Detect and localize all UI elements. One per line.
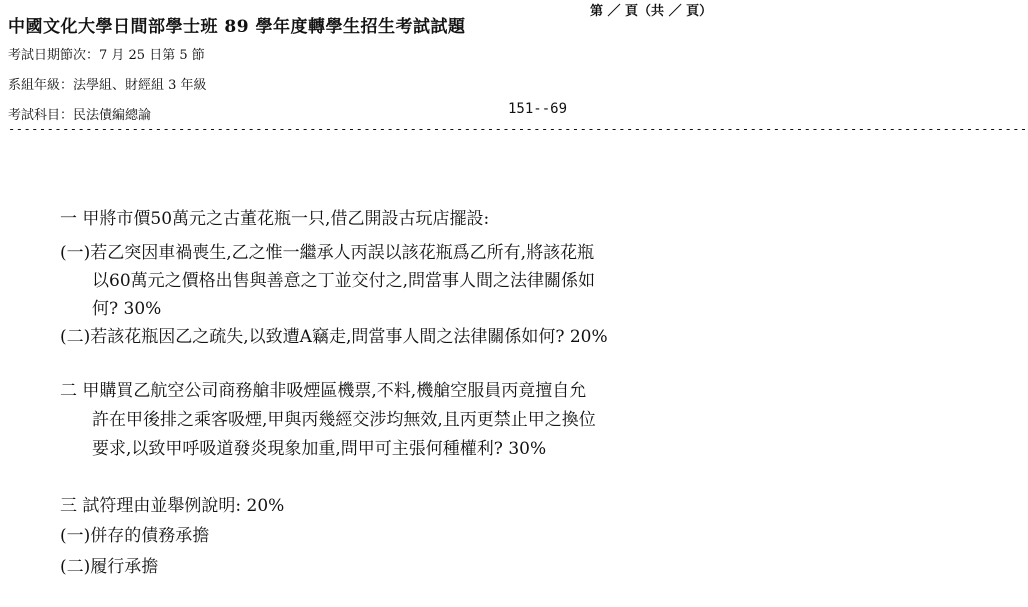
- page-indicator: 第 ／ 頁（共 ／ 頁）: [590, 4, 713, 19]
- divider-line: ------------------------------------------------------------------------------------------------------------------------------------: [8, 122, 1028, 136]
- question-3-item-1: (一)併存的債務承擔: [60, 526, 210, 546]
- question-1-1-line-3: 何? 30%: [92, 299, 162, 319]
- question-2-line-2: 許在甲後排之乘客吸煙,甲與丙幾經交涉均無效,且丙更禁止甲之換位: [92, 410, 596, 430]
- question-2-line-1: 二 甲購買乙航空公司商務艙非吸煙區機票,不料,機艙空服員丙竟擅自允: [60, 381, 587, 401]
- question-3-item-2: (二)履行承擔: [60, 557, 159, 577]
- question-1-1-line-1: (一)若乙突因車禍喪生,乙之惟一繼承人丙誤以該花瓶爲乙所有,將該花瓶: [60, 243, 595, 263]
- exam-date: 考試日期節次：7 月 25 日第 5 節: [8, 48, 205, 63]
- question-1-heading: 一 甲將市價50萬元之古董花瓶一只,借乙開設古玩店擺設:: [60, 209, 490, 229]
- exam-code: 151--69: [508, 101, 568, 117]
- exam-title: 中國文化大學日間部學士班 89 學年度轉學生招生考試試題: [8, 17, 466, 37]
- question-3-heading: 三 試符理由並舉例說明: 20%: [60, 496, 285, 516]
- exam-subject: 考試科目：民法債編總論: [8, 108, 152, 123]
- question-1-2: (二)若該花瓶因乙之疏失,以致遭A竊走,問當事人間之法律關係如何? 20%: [60, 327, 608, 347]
- question-2-line-3: 要求,以致甲呼吸道發炎現象加重,問甲可主張何種權利? 30%: [92, 439, 547, 459]
- department-grade: 系組年級：法學組、財經組 3 年級: [8, 78, 207, 93]
- question-1-1-line-2: 以60萬元之價格出售與善意之丁並交付之,問當事人間之法律關係如: [92, 271, 596, 291]
